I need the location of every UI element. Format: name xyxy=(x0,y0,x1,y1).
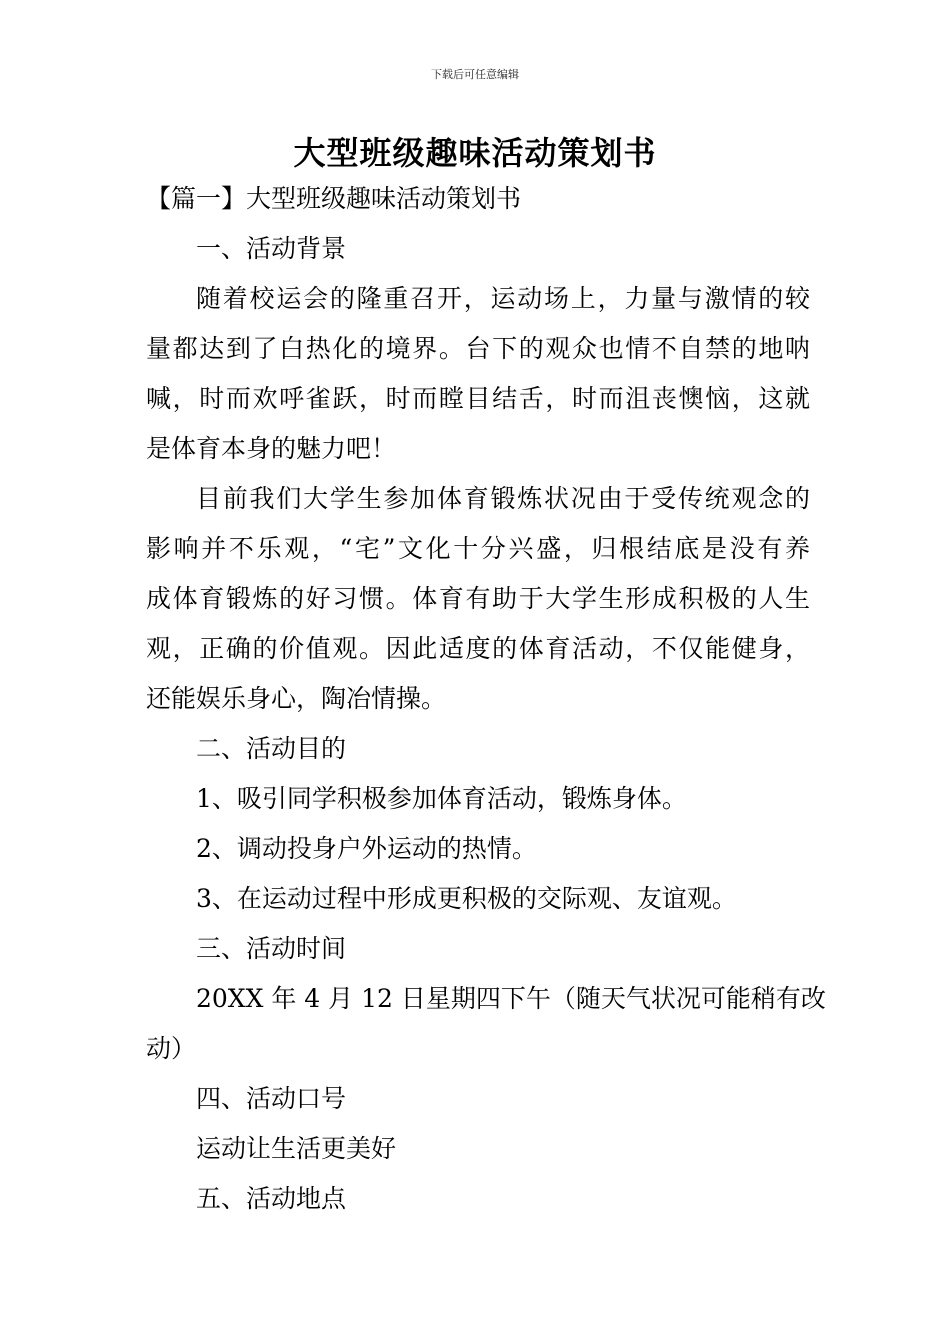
paragraph-line: 成体育锻炼的好习惯。体育有助于大学生形成积极的人生 xyxy=(146,584,810,613)
document-title: 大型班级趣味活动策划书 xyxy=(293,134,657,172)
paragraph-line: 影响并不乐观，“宅”文化十分兴盛，归根结底是没有养 xyxy=(146,534,810,563)
paragraph-line: 喊，时而欢呼雀跃，时而瞠目结舌，时而沮丧懊恼，这就 xyxy=(146,384,810,413)
section-heading: 【篇一】大型班级趣味活动策划书 xyxy=(146,184,522,213)
paragraph-line: 随着校运会的隆重召开，运动场上，力量与激情的较 xyxy=(196,284,810,313)
paragraph-line: 观，正确的价值观。因此适度的体育活动，不仅能健身， xyxy=(146,634,810,663)
purpose-item: 3、在运动过程中形成更积极的交际观、友谊观。 xyxy=(196,884,737,913)
header-note: 下载后可任意编辑 xyxy=(431,68,519,81)
background-paragraph-1 xyxy=(146,274,810,474)
slogan-heading: 四、活动口号 xyxy=(196,1084,347,1113)
paragraph-line: 还能娱乐身心，陶冶情操。 xyxy=(146,684,447,713)
paragraph-line: 量都达到了白热化的境界。台下的观众也情不自禁的地呐 xyxy=(146,334,810,363)
purpose-heading: 二、活动目的 xyxy=(196,734,347,763)
background-paragraph-2 xyxy=(146,474,810,724)
paragraph-line: 是体育本身的魅力吧！ xyxy=(146,434,397,463)
time-heading: 三、活动时间 xyxy=(196,934,347,963)
document-body xyxy=(146,174,826,1224)
purpose-item: 1、吸引同学积极参加体育活动，锻炼身体。 xyxy=(196,784,687,813)
slogan-text: 运动让生活更美好 xyxy=(196,1134,397,1163)
time-line: 动） xyxy=(146,1034,197,1063)
background-heading: 一、活动背景 xyxy=(196,234,347,263)
purpose-item: 2、调动投身户外运动的热情。 xyxy=(196,834,537,863)
location-heading: 五、活动地点 xyxy=(196,1184,347,1213)
time-line: 20XX 年 4 月 12 日星期四下午（随天气状况可能稍有改 xyxy=(196,984,826,1013)
paragraph-line: 目前我们大学生参加体育锻炼状况由于受传统观念的 xyxy=(196,484,810,513)
